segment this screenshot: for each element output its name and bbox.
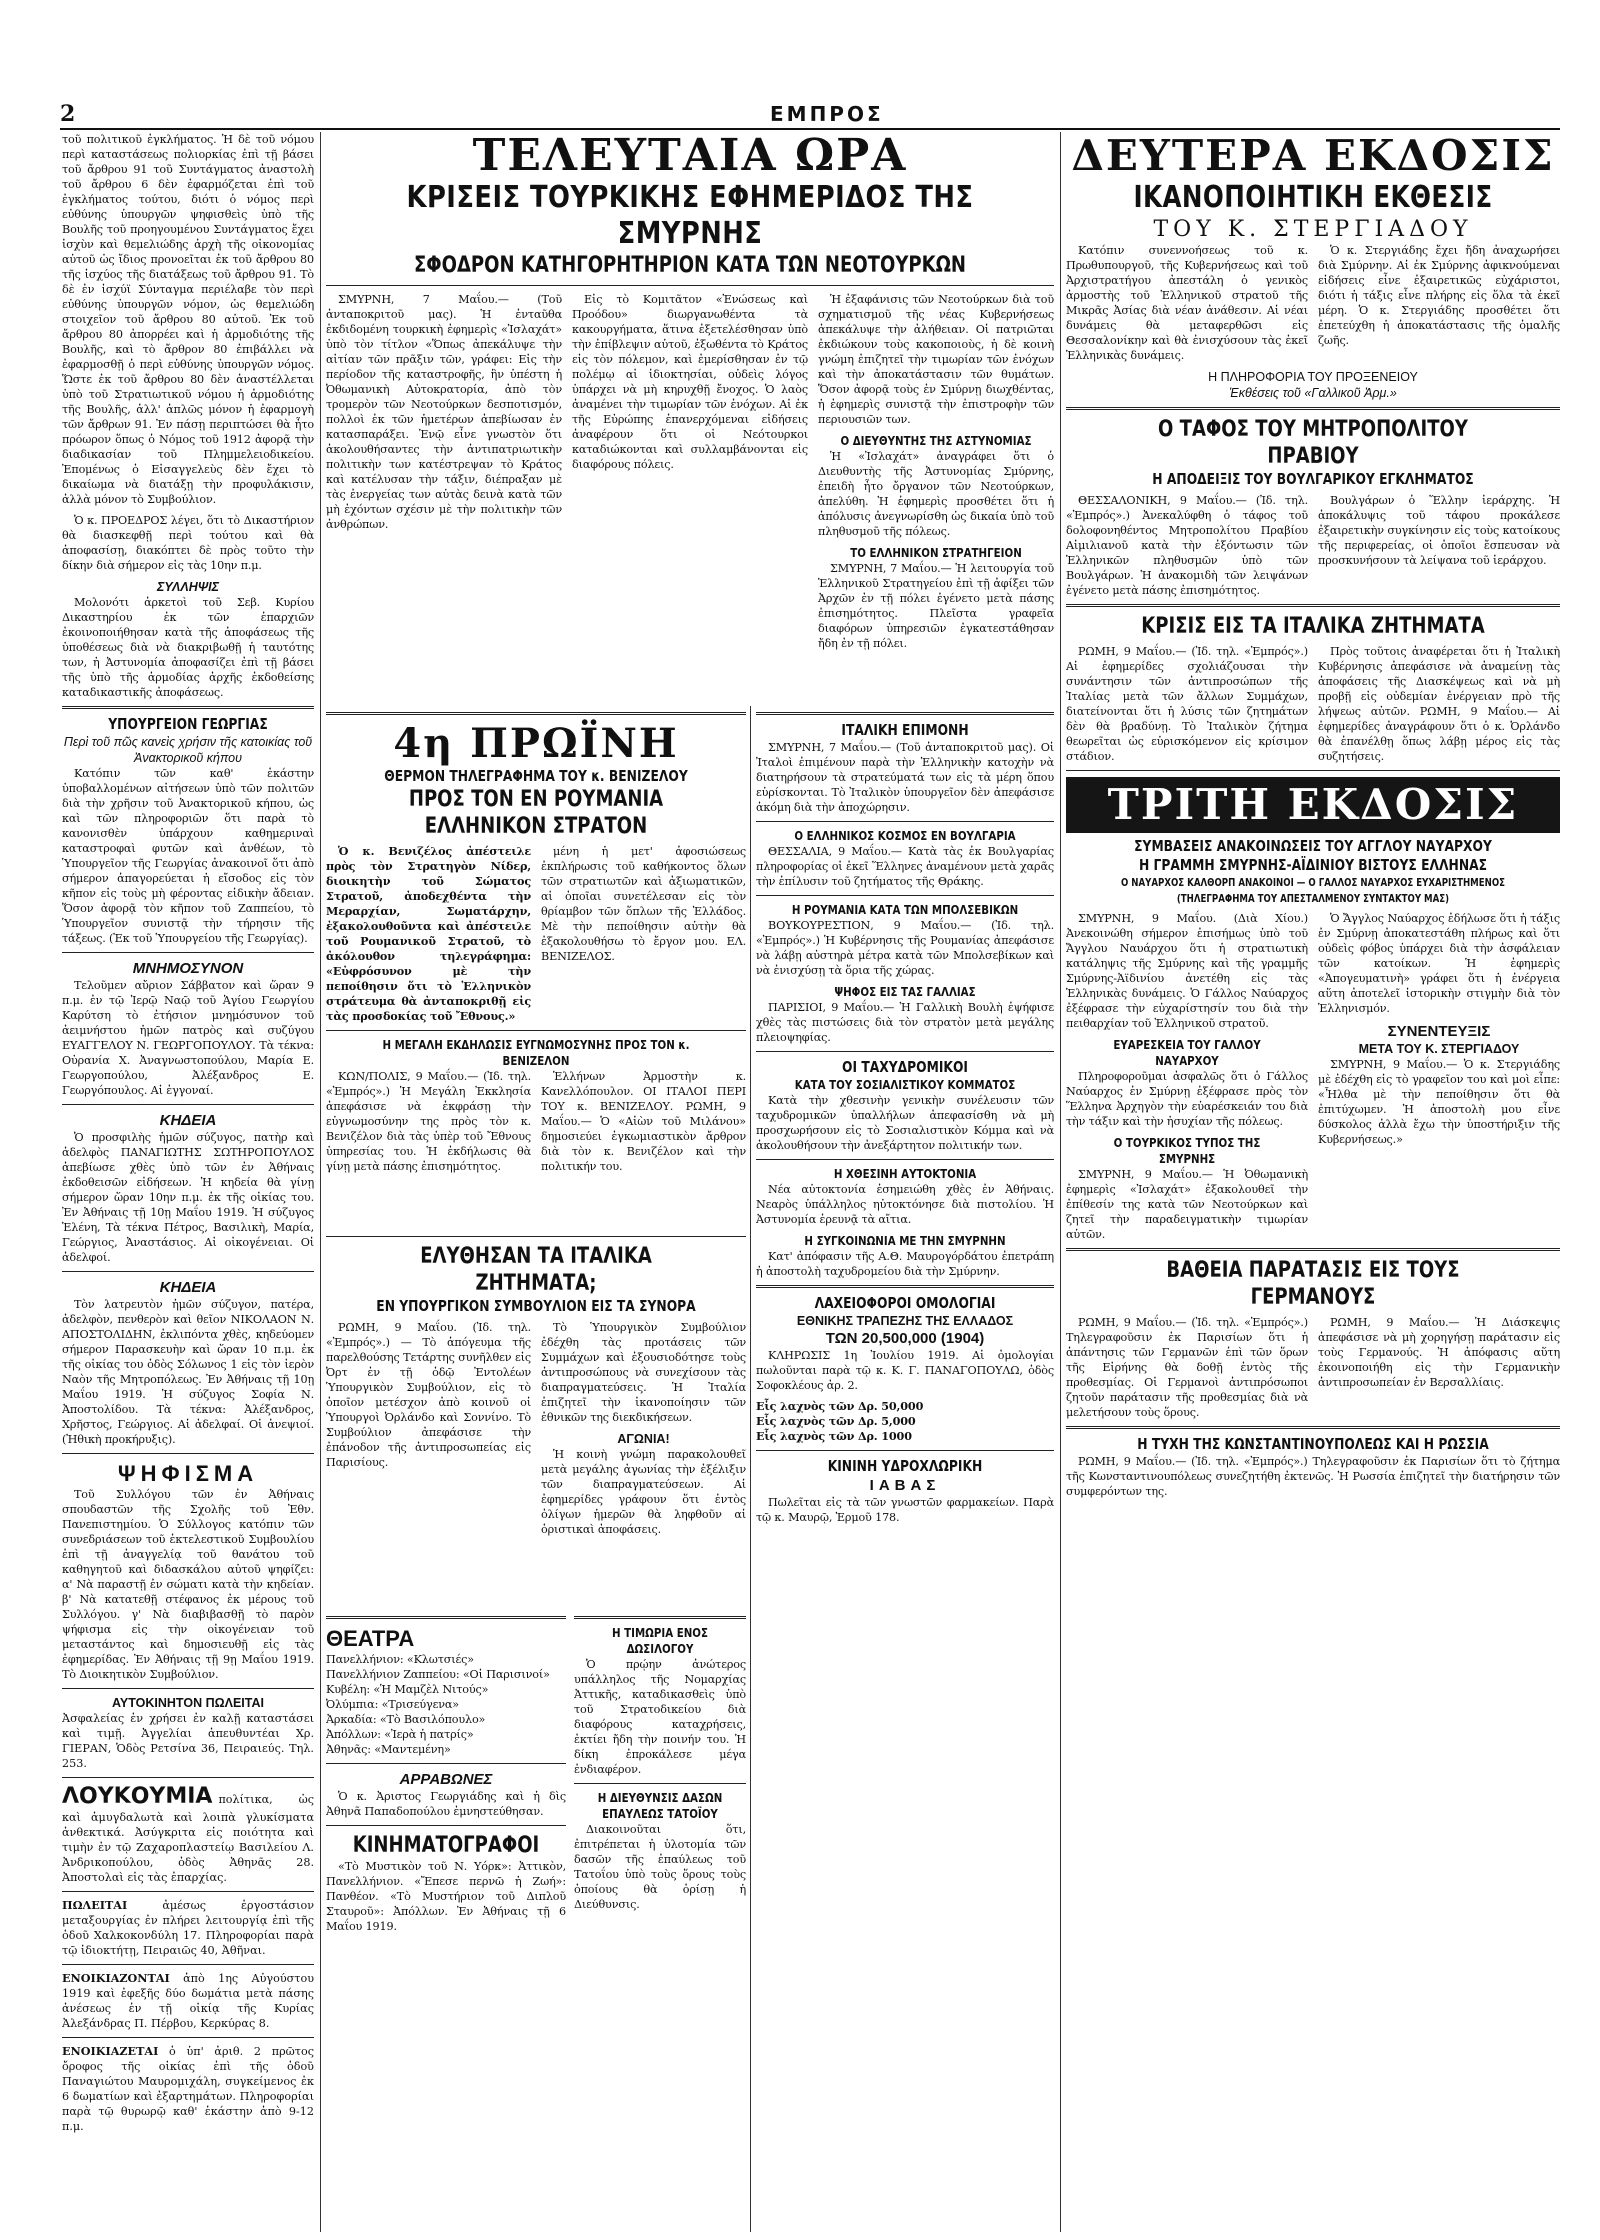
section-heading: Ο ΤΟΥΡΚΙΚΟΣ ΤΥΠΟΣ ΤΗΣ ΣΜΥΡΝΗΣ [1113,1135,1261,1166]
classified-ad [62,2044,314,2134]
article-text: Τὸν λατρευτὸν ἡμῶν σύζυγον, πατέρα, ἀδελφὸν, πενθερὸν καὶ θεῖον ΝΙΚΟΛΑΟΝ Ν. ΑΠΟΣΤΟΛΙΔΗΝ, ἐκλιπόντα χθὲς, κηδεύομεν σήμερον Παρασκευὴν καὶ ὥραν 10 π.μ. ἐκ τῆς οἰκίας του ὁδὸς Σόλωνος 1 εἰς τὸν ἱερὸν Ναὸν τῆς Μητροπόλεως. Ἐν Ἀθήναις τῇ 10ῃ Μαΐου 1919. Ἡ σύζυγος Σοφία Ν. Ἀποστολίδου. Τὰ τέκνα: Ἀλέξανδρος, Χρῆστος, Γεώργιος. Αἱ ἀδελφαί. Οἱ ἀνεψιοί. (Ἠθικὴ προκήρυξις). [62,1298,314,1446]
ad-title: ΕΝΟΙΚΙΑΖΕΤΑΙ [62,2044,159,2058]
divider [62,1891,314,1892]
article-text: Ὁ προσφιλὴς ἡμῶν σύζυγος, πατὴρ καὶ ἀδελφὸς ΠΑΝΑΓΙΩΤΗΣ ΣΩΤΗΡΟΠΟΥΛΟΣ ἀπεβίωσε χθὲς ὑπὸ τῶν ἐν Ἀθήναις ἐκδοθεισῶν εἰδήσεων. Ἡ κηδεία θὰ γίνῃ σήμερον ὥραν 10ην π.μ. ἐκ τῆς οἰκίας του. Ἐν Ἀθήναις τῇ 10ῃ Μαΐου 1919. Ἡ σύζυγος Ἑλένη, Τὰ τέκνα Πέτρος, Βασιλικὴ, Μαρία, Γεώργιος, Ἀναστάσιος. Αἱ οἰκογένειαι. Οἱ ἀδελφοί. [62,1131,314,1264]
section-kicker: 4η ΠΡΩΪΝΗ [393,720,679,767]
article-text: Ὁ κ. Βενιζέλος ἀπέστειλε πρὸς τὸν Στρατηγὸν Νίδερ, διοικητὴν τοῦ Σώματος Στρατοῦ, ἀποδεχθέντα τὴν Μεραρχίαν, Σωματάρχην, ἐξακολουθοῦντα καὶ ἀπέστειλε τοῦ Ρουμανικοῦ Στρατοῦ, τὸ ἀκόλουθον τηλεγράφημα: «Εὐφρόσυνον μὲ τὴν πεποίθησιν ὅτι τὸ Ἑλληνικὸν στράτευμα θὰ ἀνταποκριθῇ εἰς τὰς προσδοκίας τοῦ Ἔθνους.» [326,844,531,1023]
section-heading: ΘΕΑΤΡΑ [326,1626,415,1651]
column-rule [750,706,751,2232]
article-text: Ἡ ἐξαφάνισις τῶν Νεοτούρκων διὰ τοῦ σχηματισμοῦ τῆς νέας Κυβερνήσεως ἀπεκάλυψε τὴν ἀλήθειαν. Οἱ πατριῶται ἐκδιώκουν τοὺς κακοποιοὺς, ἡ δὲ κοινὴ γνώμη ἐπιζητεῖ τὴν τιμωρίαν τῶν ἐνόχων καὶ τὴν ἀποκατάστασιν τῶν θυμάτων. Ὅσον ἀφορᾷ τοὺς ἐν Σμύρνῃ διωχθέντας, ἡ ἐφημερὶς συνιστᾷ τὴν ἐπιστροφὴν τῶν περιουσιῶν των. [818,293,1054,426]
section-subheading: Ο ΝΑΥΑΡΧΟΣ ΚΑΛΘΟΡΠ ΑΝΑΚΟΙΝΟΙ — Ο ΓΑΛΛΟΣ ΝΑΥΑΡΧΟΣ ΕΥΧΑΡΙΣΤΗΜΕΝΟΣ [1120,877,1506,889]
article-text: ΒΟΥΚΟΥΡΕΣΤΙΟΝ, 9 Μαΐου.— (Ἰδ. τηλ. «Ἐμπρός».) Ἡ Κυβέρνησις τῆς Ρουμανίας ἀπεφάσισε νὰ λάβῃ αὐστηρὰ μέτρα κατὰ τῶν Μπολσεβίκων καὶ νὰ ἐνισχύσῃ τὰ ὅρια τῆς χώρας. [756,919,1054,977]
divider [62,1964,314,1965]
section-heading: ΕΛΥΘΗΣΑΝ ΤΑ ΙΤΑΛΙΚΑ ΖΗΤΗΜΑΤΑ; [420,1244,652,1296]
article-text: Νέα αὐτοκτονία ἐσημειώθη χθὲς ἐν Ἀθήναις. Νεαρὸς ὑπάλληλος ηὐτοκτόνησε διὰ πιστολίου. Ἡ Ἀστυνομία ἐρευνᾷ τὰ αἴτια. [756,1183,1054,1226]
article-text: Ὁ κ. Ἀριστος Γεωργιάδης καὶ ἡ δὶς Ἀθηνᾶ Παπαδοπούλου ἐμνηστεύθησαν. [326,1790,566,1818]
theatres-section [326,1610,566,2230]
divider [1066,770,1560,771]
theatre-line: Ἀθηνᾶς: «Μαντεμένη» [326,1743,451,1756]
lead-columns [326,292,1054,651]
theatre-line: Ὀλύμπια: «Τρισεύγενα» [326,1698,459,1711]
divider [756,821,1054,822]
divider [756,895,1054,896]
section-heading: ΜΝΗΜΟΣΥΝΟΝ [132,960,244,977]
ad-text: Ἀσφαλείας ἐν χρήσει ἐν καλῇ καταστάσει καὶ τιμῇ. Ἀγγελίαι ἀπευθυντέαι Χρ. ΓΙΕΡΑΝ, Ὁδὸς Ρετσίνα 36, Πειραιεύς. Τηλ. 253. [62,1712,314,1770]
section-heading: ΟΙ ΤΑΧΥΔΡΟΜΙΚΟΙ [842,1058,968,1076]
classified-ad [62,1784,314,1885]
section-heading: ΚΡΙΣΙΣ ΕΙΣ ΤΑ ΙΤΑΛΙΚΑ ΖΗΤΗΜΑΤΑ [1141,614,1485,639]
masthead [60,100,1560,130]
section-heading: Η ΧΘΕΣΙΝΗ ΑΥΤΟΚΤΟΝΙΑ [833,1166,977,1181]
ad-title: ΛΟΥΚΟΥΜΙΑ [62,1784,213,1809]
article-text: Πληροφοροῦμαι ἀσφαλῶς ὅτι ὁ Γάλλος Ναύαρχος ἐν Σμύρνῃ ἐξέφρασε πρὸς τὸν Ἕλληνα Ἀρχηγὸν τὴν εὐαρέσκειάν του διὰ τὴν τάξιν καὶ τὴν ἡσυχίαν τῆς πόλεως. [1066,1070,1308,1128]
article-text: Τελοῦμεν αὔριον Σάββατον καὶ ὥραν 9 π.μ. ἐν τῷ Ἱερῷ Ναῷ τοῦ Ἁγίου Γεωργίου Καρύτση τὸ ἐτήσιον μνημόσυνον τοῦ ἀειμνήστου ἡμῶν πατρὸς καὶ συζύγου ΕΥΑΓΓΕΛΟΥ Ν. ΓΕΩΡΓΟΠΟΥΛΟΥ. Τὰ τέκνα: Οὐρανία Χ. Ἀναγνωστοπούλου, Μαρία Ε. Γεωργοπούλου, Ἀλέξανδρος Ε. Γεωργόπουλος. Αἱ ἐγγοναί. [62,979,314,1097]
right-column [1066,132,1560,2232]
section-heading: ΑΓΩΝΙΑ! [617,1432,670,1446]
section-heading: ΕΥΑΡΕΣΚΕΙΑ ΤΟΥ ΓΑΛΛΟΥ ΝΑΥΑΡΧΟΥ [1113,1037,1261,1068]
section-heading: ΑΡΡΑΒΩΝΕΣ [399,1771,493,1788]
article-text: Ὁ κ. ΠΡΟΕΔΡΟΣ λέγει, ὅτι τὸ Δικαστήριον θὰ διασκεφθῇ περὶ τούτου καὶ θὰ ἀποφασίσῃ, διακόπτει δὲ πρὸς τοῦτο τὴν δίκην διὰ σήμερον εἰς τὰς 10ην π.μ. [62,514,314,572]
article-text: Κατ' ἀπόφασιν τῆς Α.Θ. Μαυρογόρδάτου ἐπετράπη ἡ ἀποστολὴ ταχυδρομείου διὰ τὴν Σμύρνην. [756,1250,1054,1278]
section-subheading: Η ΓΡΑΜΜΗ ΣΜΥΡΝΗΣ-ΑΪΔΙΝΙΟΥ ΒΙΣΤΟΥΣ ΕΛΛΗΝΑΣ [1138,856,1488,874]
left-column [62,132,314,2232]
lead-headline: ΚΡΙΣΕΙΣ ΤΟΥΡΚΙΚΗΣ ΕΦΗΜΕΡΙΔΟΣ ΤΗΣ ΣΜΥΡΝΗΣ [406,180,974,251]
divider [756,1159,1054,1160]
prize-line: Εἷς λαχνὸς τῶν Δρ. 50,000 [756,1399,924,1413]
section-subheading: ΚΑΤΑ ΤΟΥ ΣΟΣΙΑΛΙΣΤΙΚΟΥ ΚΟΜΜΑΤΟΣ [794,1077,1016,1092]
ad-title: ΠΩΛΕΙΤΑΙ [62,1898,128,1912]
section-heading: Ο ΔΙΕΥΘΥΝΤΗΣ ΤΗΣ ΑΣΤΥΝΟΜΙΑΣ [840,433,1032,448]
article-text: Κατόπιν τῶν καθ' ἑκάστην ὑποβαλλομένων αἰτήσεων ὑπὸ τῶν πολιτῶν διὰ τὴν χρῆσιν τοῦ Ἀνακτορικοῦ κήπου, ὡς καὶ τῶν πληροφοριῶν ὅτι παρὰ τὸ κανονισθὲν ὑπάρχουν καθημεριναὶ καταστροφαὶ φυτῶν καὶ ἀνθέων, τὸ Ὑπουργεῖον τῆς Γεωργίας ἀνακοινοῖ ὅτι ἀπὸ σήμερον ἀπαγορεύεται ἡ εἴσοδος εἰς τὸν κῆπον εἰς τοὺς μὴ φέροντας εἰδικὴν ἄδειαν. Ὅσον ἀφορᾷ τὸν κῆπον τοῦ Ζαππείου, τὸ Ὑπουργεῖον συνιστᾷ τὴν τήρησιν τῆς τάξεως. (Ἐκ τοῦ Ὑπουργείου τῆς Γεωργίας). [62,767,314,945]
article-text: ΣΜΥΡΝΗ, 7 Μαΐου.— Ἡ λειτουργία τοῦ Ἑλληνικοῦ Στρατηγείου ἐπὶ τῇ ἀφίξει τῶν Ἀρχῶν ἐν τῇ πόλει ἐγένετο μετὰ πάσης ἐπισημότητος. Πλεῖστα γραφεῖα διαφόρων ὑπηρεσιῶν ἐγκατεστάθησαν ἤδη ἐν τῇ πόλει. [818,562,1054,650]
ad-text: ὁ ὑπ' ἀριθ. 2 πρῶτος ὄροφος τῆς οἰκίας ἐπὶ τῆς ὁδοῦ Παναγιώτου Μαυρομιχάλη, συγκείμενος ἐκ 6 δωματίων καὶ ἐξαρτημάτων. Πληροφορίαι παρὰ τῷ θυρωρῷ καθ' ἑκάστην ἀπὸ 9-12 π.μ. [62,2045,314,2133]
article-text: Πρὸς τοῦτοις ἀναφέρεται ὅτι ἡ Ἰταλικὴ Κυβέρνησις ἀπεφάσισε νὰ ἀναμείνῃ τὰς ἀποφάσεις τῆς Διασκέψεως καὶ νὰ μὴ προβῇ εἰς οὐδεμίαν ἐνέργειαν πρὸ τῆς λήψεως αὐτῶν. ΡΩΜΗ, 9 Μαΐου.— Αἱ ἐφημερίδες ἀναγράφουν ὅτι ὁ κ. Ὀρλάνδο θὰ ἐπανέλθῃ ὅπως λάβῃ μέρος εἰς τὰς συζητήσεις. [1318,645,1560,763]
section-heading: ΤΟ ΕΛΛΗΝΙΚΟΝ ΣΤΡΑΤΗΓΕΙΟΝ [850,545,1022,560]
divider [326,712,746,715]
divider [62,952,314,953]
article-text: ΣΜΥΡΝΗ, 7 Μαΐου.— (Τοῦ ἀνταποκριτοῦ μας). Ἡ ἐνταῦθα ἐκδιδομένη τουρκικὴ ἐφημερὶς «Ἰσλαχάτ» ὑπὸ τὸν τίτλον «Ὅπως ἀπεκάλυψε τὴν αἰτίαν τῶν πρᾶξιν τῶν, γράφει: Εἰς τὴν περίοδον τῆς καταστροφῆς, ἣν ὑπέστη ἡ Ὀθωμανικὴ Αὐτοκρατορία, ἀπὸ τὸν τρομερὸν τῶν Νεοτούρκων δεσποτισμόν, πολλοὶ ἐκ τῶν ἡμετέρων ἀπεβίωσαν ἐν κατασπαράξει. Ἐνῷ εἶνε γνωστὸν ὅτι ἀκολουθήσαντες τὴν ἀντιπατριωτικὴν πολιτικὴν των κατέστρεψαν τὸ Κράτος καὶ κατέλυσαν τὴν τάξιν, διέπραξαν μὲ τὰς ἐνεργείας των αὐτὰς δεινὰ κατὰ τῶν μὴ ἐχόντων σχέσιν μὲ τὴν πολιτικὴν τῶν ἀνθρώπων. [326,293,562,531]
divider [756,1450,1054,1451]
divider [62,1777,314,1778]
section-heading: ΚΗΔΕΙΑ [159,1112,217,1129]
article-text: ΣΜΥΡΝΗ, 7 Μαΐου.— (Τοῦ ἀνταποκριτοῦ μας). Οἱ Ἰταλοὶ ἐπιμένουν παρὰ τὴν Ἑλληνικὴν κατοχὴν νὰ διατηρήσουν τὰ στρατεύματά των εἰς τὰ μέρη ὅπου εὑρίσκονται. Τὸ Ἰταλικὸν ὑπουργεῖον δὲν ἀπεφάσισε ἀκόμη διὰ τὴν ἀποχώρησιν. [756,741,1054,814]
section-subheading: ΜΕΤΑ ΤΟΥ Κ. ΣΤΕΡΓΙΑΔΟΥ [1358,1042,1520,1056]
article-text: ΣΜΥΡΝΗ, 9 Μαΐου. (Διὰ Χίου.) Ἀνεκοινώθη σήμερον ἐπισήμως ὑπὸ τοῦ Ἄγγλου Ναυάρχου ὅτι ἡ στρατιωτικὴ κατάληψις τῆς Σμύρνης καὶ τῆς γραμμῆς Σμύρνης-Ἀϊδινίου ἀνετέθη εἰς τὰς Ἑλληνικὰς δυνάμεις. Ὁ Γάλλος Ναύαρχος ἐξέφρασε τὴν εὐχαρίστησίν του διὰ τὴν πειθαρχίαν τοῦ Ἑλληνικοῦ στρατοῦ. [1066,912,1308,1030]
article-text: ΘΕΣΣΑΛΟΝΙΚΗ, 9 Μαΐου.— (Ἰδ. τηλ. «Ἐμπρός».) Ἀνεκαλύφθη ὁ τάφος τοῦ δολοφονηθέντος Μητροπολίτου Πραβίου Αἰμιλιανοῦ κατὰ τὴν ἐξόντωσιν τῶν Ἑλληνικῶν πληθυσμῶν ὑπὸ τῶν Βουλγάρων. Ἡ ἀνακομιδὴ τῶν λειψάνων ἐγένετο μετὰ πάσης ἐπισημότητος. [1066,494,1308,597]
section-heading: ΣΥΜΒΑΣΕΙΣ ΑΝΑΚΟΙΝΩΣΕΙΣ ΤΟΥ ΑΓΓΛΟΥ ΝΑΥΑΡΧΟΥ [1134,837,1492,855]
prize-line: Εἷς λαχνὸς τῶν Δρ. 1000 [756,1429,912,1443]
section-heading: ΥΠΟΥΡΓΕΙΟΝ ΓΕΩΡΓΙΑΣ [108,715,268,733]
divider [1066,1426,1560,1429]
theatre-line: Ἀρκαδία: «Τὸ Βασιλόπουλο» [326,1713,486,1726]
section-heading: ΣΥΛΛΗΨΙΣ [157,580,219,594]
section-heading: ΨΗΦΙΣΜΑ [117,1461,259,1486]
divider [1066,604,1560,607]
section-heading: ΚΗΔΕΙΑ [159,1279,217,1296]
divider [62,1271,314,1272]
divider [62,706,314,709]
article-text: ΡΩΜΗ, 9 Μαΐου.— Ἡ Διάσκεψις ἀπεφάσισε νὰ μὴ χορηγήσῃ παράτασιν εἰς τοὺς Γερμανούς. Ἡ ἀπόφασις αὕτη ἐκοινοποιήθη εἰς τὴν Γερμανικὴν ἀντιπροσωπείαν ἐν Βερσαλλίαις. [1318,1316,1560,1389]
section-heading: Ο ΕΛΛΗΝΙΚΟΣ ΚΟΣΜΟΣ ΕΝ ΒΟΥΛΓΑΡΙΑ [794,828,1016,843]
ad-heading: ΛΑΧΕΙΟΦΟΡΟΙ ΟΜΟΛΟΓΙΑΙ [814,1294,996,1312]
divider [62,1453,314,1454]
divider [756,1285,1054,1288]
right-middle-column [756,706,1054,2232]
article-text: ΣΜΥΡΝΗ, 9 Μαΐου.— Ὁ κ. Στεργιάδης μὲ ἐδέχθη εἰς τὸ γραφεῖον του καὶ μοὶ εἶπε: «Ἦλθα μὲ τὴν πεποίθησιν ὅτι θὰ ἐπιτύχωμεν. Ἡ ἀποστολὴ μου εἶνε δύσκολος ἀλλὰ ἔχω τὴν ὑποστήριξιν τῆς Κυβερνήσεως.» [1318,1058,1560,1146]
section-heading: ΒΑΘΕΙΑ ΠΑΡΑΤΑΣΙΣ ΕΙΣ ΤΟΥΣ ΓΕΡΜΑΝΟΥΣ [1166,1258,1460,1310]
section-heading: Η ΤΥΧΗ ΤΗΣ ΚΩΝΣΤΑΝΤΙΝΟΥΠΟΛΕΩΣ ΚΑΙ Η ΡΩΣΣΙΑ [1137,1435,1489,1453]
article-text: ΡΩΜΗ, 9 Μαΐου.— (Ἰδ. τηλ. «Ἐμπρός».) Τηλεγραφοῦσιν ἐκ Παρισίων ὅτι τὸ ζήτημα τῆς Κωνσταντινουπόλεως συνεζητήθη ἐκτενῶς. Ἡ Ρωσσία ἐπιζητεῖ τὴν διατήρησιν τῶν συμφερόντων της. [1066,1455,1560,1498]
ad-text: ἀμέσως ἐργοστάσιον μεταξουργίας ἐν πλήρει λειτουργίᾳ ἐπὶ τῆς ὁδοῦ Χαλκοκονδύλη 17. Πληροφορίαι παρὰ τῷ ἰδιοκτήτῃ, Πειραιῶς 40, Ἀθῆναι. [62,1899,314,1957]
section-heading: Η ΡΟΥΜΑΝΙΑ ΚΑΤΑ ΤΩΝ ΜΠΟΛΣΕΒΙΚΩΝ [791,902,1019,917]
article-text: τοῦ πολιτικοῦ ἐγκλήματος. Ἡ δὲ τοῦ νόμου περὶ καταστάσεως πολιορκίας ἐπὶ τῇ βάσει τοῦ ἄρθρου 91 τοῦ Συντάγματος ἀναστολὴ τοῦ ἄρθρου 6 δὲν ἐφαρμόζεται ἐπὶ τοῦ ἐγκλήματος τούτου, διότι ὁ νόμος περὶ εὐθύνης ὑπουργῶν ψηφισθεὶς ὑπὸ τῆς Βουλῆς τοῦ προηγουμένου Συντάγματος ἔχει ἰσχὺν καὶ θεμελιώδης ἀρχὴ τῆς οἰκονομίας αὐτοῦ ὡς ἴδιος προνοεῖται ἐκ τοῦ ἄρθρου 80 τῆς ἰσχύος τῆς διατάξεως τοῦ ἄρθρου 91. Τὸ δὲ ἐν ἰσχύϊ Σύνταγμα περιέλαβε τὸν περὶ εὐθύνης ὑπουργῶν νόμον, ὡς θεμελιώδη στοιχεῖον τοῦ ἄρθρου 80 αὐτοῦ. Ἐκ τοῦ ἄρθρου 80 ἀπορρέει καὶ ἡ ἀρμοδιότης τῆς Βουλῆς, καὶ τὸ ἄρθρον 80 ἐπιβάλλει νὰ ἐφαρμοσθῇ ὁ περὶ εὐθύνης ὑπουργῶν νόμος. Ὥστε ἐκ τοῦ ἄρθρου 80 δὲν ἀναστέλλεται ὑπὸ τοῦ Στρατιωτικοῦ νόμου ἡ ἀρμοδιότης τῆς Βουλῆς, ἀλλ' ἁπλῶς μόνον ἡ ἐφαρμογὴ τῶν ἄρθρων 91. Ἐν πάσῃ περιπτώσει θὰ ἦτο πρόωρον ὅπως ὁ Νόμος τοῦ 1912 ἀφορᾷ τὴν διαδικασίαν τοῦ Πλημμελειοδικείου. Ἐπομένως ὁ Εἰσαγγελεὺς δὲν ἔχει τὸ δικαίωμα νὰ διατάξῃ τὴν προφυλάκισιν, ἀλλὰ μόνον τὸ Συμβούλιον. [62,133,314,506]
section-heading: ΣΥΝΕΝΤΕΥΞΙΣ [1387,1023,1491,1040]
article-text: Τὸ Ὑπουργικὸν Συμβούλιον ἐδέχθη τὰς προτάσεις τῶν Συμμάχων καὶ ἐξουσιοδότησε τοὺς ἀντιπροσώπους νὰ συνεχίσουν τὰς διαπραγματεύσεις. Ἡ Ἰταλία ἐπιζητεῖ τὴν ἱκανοποίησιν τῶν ἐθνικῶν της διεκδικήσεων. [541,1321,746,1424]
section-heading: ΨΗΦΟΣ ΕΙΣ ΤΑΣ ΓΑΛΛΙΑΣ [834,984,976,999]
column-rule [1060,132,1061,2232]
article-text: Ἡ «Ἰσλαχάτ» ἀναγράφει ὅτι ὁ Διευθυντὴς τῆς Ἀστυνομίας Σμύρνης, ἐπειδὴ ἦτο ὄργανον τῶν Νεοτούρκων, ἀπελύθη. Ἡ ἐφημερὶς προσθέτει ὅτι ἡ ἀπόλυσις ἀνεγνωρίσθη ὡς δικαία ὑπὸ τοῦ πληθυσμοῦ τῆς πόλεως. [818,450,1054,538]
section-subheading: ΤΟΥ Κ. ΣΤΕΡΓΙΑΔΟΥ [1153,217,1473,242]
prize-line: Εἷς λαχνὸς τῶν Δρ. 5,000 [756,1414,916,1428]
divider [62,1688,314,1689]
article-text: ΠΑΡΙΣΙΟΙ, 9 Μαΐου.— Ἡ Γαλλικὴ Βουλὴ ἐψήφισε χθὲς τὰς πιστώσεις διὰ τὸν στρατὸν μετὰ μεγάλης πλειοψηφίας. [756,1001,1054,1044]
protini-section [326,706,746,1226]
divider [574,1616,746,1619]
divider [326,1616,566,1619]
page-number: 2 [60,101,76,127]
article-text: ΡΩΜΗ, 9 Μαΐου.— (Ἰδ. τηλ. «Ἐμπρός».) Τηλεγραφοῦσιν ἐκ Παρισίων ὅτι ἡ ἀπάντησις τῶν Γερμανῶν ἐπὶ τῶν ὅρων τῆς Εἰρήνης θὰ δοθῇ ἐντὸς τῆς προθεσμίας. Οἱ Γερμανοὶ ἀντιπρόσωποι ζητοῦν παράτασιν τῆς προθεσμίας διὰ νὰ μελετήσουν τοὺς ὅρους. [1066,1316,1308,1419]
ad-text: πολίτικα, ὡς καὶ ἀμυγδαλωτὰ καὶ λοιπὰ γλυκίσματα ἀνθεκτικά. Ἀσύγκριτα εἰς ποιότητα καὶ τιμὴν ἐν τῷ Ζαχαροπλαστείῳ Βασιλείου Λ. Ἀνδρικοπούλου, ὁδὸς Ἀθηνᾶς 28. Ἀποστολαὶ εἰς τὰς ἐπαρχίας. [62,1793,314,1884]
ad-subheading: ΕΘΝΙΚΗΣ ΤΡΑΠΕΖΗΣ ΤΗΣ ΕΛΛΑΔΟΣ [796,1314,1014,1328]
ad-heading: ΚΙΝΙΝΗ ΥΔΡΟΧΛΩΡΙΚΗ [827,1457,983,1475]
divider [326,1236,746,1237]
section-heading: Ο ΤΑΦΟΣ ΤΟΥ ΜΗΤΡΟΠΟΛΙΤΟΥ ΠΡΑΒΙΟΥ [1158,417,1468,469]
section-heading: Η ΜΕΓΑΛΗ ΕΚΔΗΛΩΣΙΣ ΕΥΓΝΩΜΟΣΥΝΗΣ ΠΡΟΣ ΤΟΝ κ. ΒΕΝΙΖΕΛΟΝ [382,1037,690,1068]
article-text: Κατόπιν συνεννοήσεως τοῦ κ. Πρωθυπουργοῦ, τῆς Κυβερνήσεως καὶ τοῦ Ἀρχιστρατήγου ἀπεστάλη ὁ γενικὸς ἀρμοστὴς τοῦ Ἑλληνικοῦ στρατοῦ τῆς Μικρᾶς Ἀσίας διὰ νέαν ἀνάθεσιν. Αἱ νέαι δυνάμεις θὰ μεταφερθῶσι εἰς Θεσσαλονίκην καὶ θὰ ἐνισχύσουν τὰς ἐκεῖ Ἑλληνικὰς δυνάμεις. [1066,244,1308,362]
article-text: ΘΕΣΣΑΛΙΑ, 9 Μαΐου.— Κατὰ τὰς ἐκ Βουλγαρίας πληροφορίας οἱ ἐκεῖ Ἕλληνες ἀναμένουν μετὰ χαρᾶς τὴν ἐπίλυσιν τοῦ ζητήματος τῆς Θράκης. [756,845,1054,888]
theatre-listing [326,1652,566,1757]
article-text: Τοῦ Συλλόγου τῶν ἐν Ἀθήναις σπουδαστῶν τῆς Σχολῆς τοῦ Ἐθν. Πανεπιστημίου. Ὁ Σύλλογος κατόπιν τῶν συνεδριάσεων τοῦ ἐκτελεστικοῦ Συμβουλίου ἐπὶ τῇ ἀναγγελίᾳ τοῦ θανάτου τοῦ καθηγητοῦ καὶ διδασκάλου αὐτοῦ ψηφίζει: α' Νὰ παραστῇ ἐν σώματι κατὰ τὴν κηδείαν. β' Νὰ κατατεθῇ στέφανος ἐκ μέρους τοῦ Συλλόγου. γ' Νὰ διαβιβασθῇ τὸ παρὸν ψήφισμα εἰς τὴν οἰκογένειαν τοῦ μεταστάντος καὶ δημοσιευθῇ εἰς τὰς ἐφημερίδας. Ἐν Ἀθήναις τῇ 9ῃ Μαΐου 1919. Τὸ Διοικητικὸν Συμβούλιον. [62,1488,314,1681]
divider [62,2037,314,2038]
notice-heading: Η ΠΛΗΡΟΦΟΡΙΑ ΤΟΥ ΠΡΟΞΕΝΕΙΟΥ [1208,370,1418,384]
article-text: Μολονότι ἀρκετοὶ τοῦ Σεβ. Κυρίου Δικαστηρίου ἐκ τῶν ἐπαρχιῶν ἐκοινοποιήθησαν κατὰ τῆς ἀποφάσεως τῆς ὑποθέσεως διὰ νὰ διακριβωθῇ ἡ ταυτότης των, ἡ Ἀστυνομία ἀποφασίζει ἐπὶ τῇ βάσει τῆς ὑπὸ τῆς ἀρμοδίας ἀρχῆς ἐκδοθείσης καταδικαστικῆς ἀποφάσεως. [62,596,314,699]
section-heading: ΙΚΑΝΟΠΟΙΗΤΙΚΗ ΕΚΘΕΣΙΣ [1133,180,1493,215]
section-subheading: ΠΡΟΣ ΤΟΝ ΕΝ ΡΟΥΜΑΝΙΑ ΕΛΛΗΝΙΚΟΝ ΣΤΡΑΤΟΝ [408,787,664,839]
article-text: Βουλγάρων ὁ Ἕλλην ἱεράρχης. Ἡ ἀποκάλυψις τοῦ τάφου προκάλεσε ἐξαιρετικὴν συγκίνησιν εἰς τοὺς κατοίκους τῆς περιφερείας, οἱ ὁποῖοι ἔσπευσαν νὰ προσκυνήσουν τὰ λείψανα τοῦ ἱεράρχου. [1318,494,1560,567]
timoria-section [574,1610,746,2230]
lead-kicker: ΤΕΛΕΥΤΑΙΑ ΩΡΑ [472,132,908,181]
section-heading: ΙΤΑΛΙΚΗ ΕΠΙΜΟΝΗ [841,721,969,739]
divider [326,285,1054,286]
classified-ad [62,1971,314,2031]
divider [574,1783,746,1784]
divider [756,712,1054,715]
article-text: Ὁ κ. Στεργιάδης ἔχει ἤδη ἀναχωρήσει διὰ Σμύρνην. Αἱ ἐκ Σμύρνης ἀφικνούμεναι εἰδήσεις εἶνε ἐξαιρετικῶς εὐχάριστοι, διότι ἡ τάξις εἶνε πλήρης εἰς ὅλα τὰ ἐκεῖ μέρη. Ὁ κ. Στεργιάδης προσθέτει ὅτι ἐπετεύχθη ἡ ἀποκατάστασις τῆς ὁμαλῆς ζωῆς. [1318,244,1560,347]
section-heading: ΘΕΡΜΟΝ ΤΗΛΕΓΡΑΦΗΜΑ ΤΟΥ κ. ΒΕΝΙΖΕΛΟΥ [384,767,688,785]
ad-title: ΕΝΟΙΚΙΑΖΟΝΤΑΙ [62,1971,170,1985]
ad-text: ΚΛΗΡΩΣΙΣ 1η Ἰουλίου 1919. Αἱ ὁμολογίαι πωλοῦνται παρὰ τῷ κ. Κ. Γ. ΠΑΝΑΓΟΠΟΥΛΩ, ὁδὸς Σοφοκλέους ἀρ. 2. [756,1349,1054,1392]
section-subheading: ΕΝ ΥΠΟΥΡΓΙΚΟΝ ΣΥΜΒΟΥΛΙΟΝ ΕΙΣ ΤΑ ΣΥΝΟΡΑ [376,1297,696,1315]
article-text: Διακοινοῦται ὅτι, ἐπιτρέπεται ἡ ὑλοτομία τῶν δασῶν τῆς ἐπαύλεως τοῦ Τατοΐου ὑπὸ τοὺς ὅρους τοὺς ὁποίους θὰ ὁρίσῃ ἡ Διεύθυνσις. [574,1823,746,1911]
divider [1066,407,1560,410]
article-text: ΡΩΜΗ, 9 Μαΐου. (Ἰδ. τηλ. «Ἐμπρός».) — Τὸ ἀπόγευμα τῆς παρελθούσης Τετάρτης συνῆλθεν εἰς Ὀρτ ἐν τῇ ὁδῷ Ἐντολέων Ὑπουργικὸν Συμβούλιον, εἰς τὸ ὁποῖον μετέσχον ἀπὸ κοινοῦ οἱ Ὑπουργοὶ Ὀρλάνδο καὶ Σοννίνο. Τὸ Συμβούλιον ἀπεφάσισε τὴν ἐπάνοδον τῆς ἀντιπροσωπείας εἰς Παρισίους. [326,1321,531,1469]
divider [326,1763,566,1764]
lead-story [326,132,1054,712]
article-text: Εἰς τὸ Κομιτᾶτον «Ἑνώσεως καὶ Προόδου» διωργανωθέντα τὰ κακουργήματα, ἅτινα ἐξετελέσθησαν ὑπὸ τὴν ἐπίβλεψιν αὐτοῦ, ἐξωθέντα τὸ Κράτος εἰς τὸν πόλεμον, καὶ ἐμερίσθησαν ἐν τῷ πολέμῳ αἱ ἰδιοκτησίαι, οὐδεὶς λόγος ὑπάρχει νὰ μὴ κηρυχθῇ ἔνοχος. Ὁ λαὸς ἀναμένει τὴν τιμωρίαν τῶν ἐνόχων. Αἱ ἐκ τῆς Εὐρώπης ἐπανερχόμεναι εἰδήσεις ἀναφέρουν ὅτι οἱ Νεότουρκοι καταδιώκονται καὶ συλλαμβάνονται εἰς διαφόρους πόλεις. [572,293,808,471]
article-text: Ἑλλήνων Ἀρμοστὴν κ. Κανελλόπουλον. ΟΙ ΙΤΑΛΟΙ ΠΕΡΙ ΤΟΥ κ. ΒΕΝΙΖΕΛΟΥ. ΡΩΜΗ, 9 Μαΐου.— Ὁ «Αἰὼν τοῦ Μιλάνου» δημοσιεύει ἐγκωμιαστικὸν ἄρθρον διὰ τὸν κ. Βενιζέλον καὶ τὴν πολιτικήν του. [541,1070,746,1173]
section-subheading: Περὶ τοῦ πῶς κανεὶς χρήσιν τῆς κατοικίας τοῦ Ἀνακτορικοῦ κήπου [63,735,313,765]
notice-subheading: Ἐκθέσεις τοῦ «Γαλλικοῦ Ἀρμ.» [1229,386,1397,400]
section-subheading: (ΤΗΛΕΓΡΑΦΗΜΑ ΤΟΥ ΑΠΕΣΤΑΛΜΕΝΟΥ ΣΥΝΤΑΚΤΟΥ ΜΑΣ) [1176,893,1450,905]
ad-text: ἀπὸ 1ης Αὐγούστου 1919 καὶ ἐφεξῆς δύο δωμάτια μετὰ πάσης ἀνέσεως ἐν τῇ οἰκίᾳ τῆς Κυρίας Ἀλεξάνδρας Π. Πέρβου, Κερκύρας 8. [62,1972,314,2030]
ad-heading: ΑΥΤΟΚΙΝΗΤΟΝ ΠΩΛΕΙΤΑΙ [112,1696,264,1710]
article-text: μένη ἡ μετ' ἀφοσιώσεως ἐκπλήρωσις τοῦ καθήκοντος ὅλων τῶν στρατιωτῶν καὶ ἀξιωματικῶν, αἱ ὁποῖαι συνετέλεσαν εἰς τὸν θρίαμβον τῶν ὅπλων τῆς Ἑλλάδος. Μὲ τὴν πεποίθησιν αὐτὴν θὰ ἐξακολουθήσω τὸ ἔργον μου. ΕΛ. ΒΕΝΙΖΕΛΟΣ. [541,845,746,963]
article-text: Ἡ κοινὴ γνώμη παρακολουθεῖ μετὰ μεγάλης ἀγωνίας τὴν ἐξέλιξιν τῶν διαπραγματεύσεων. Αἱ ἐφημερίδες γράφουν ὅτι ἐντὸς ὀλίγων ἡμερῶν θὰ ληφθοῦν αἱ ὁριστικαὶ ἀποφάσεις. [541,1448,746,1536]
divider [326,1825,566,1826]
article-text: «Τὸ Μυστικὸν τοῦ Ν. Υόρκ»: Ἀττικὸν, Πανελλήνιον. «Ἔπεσε περνῶ ἡ Ζωή»: Πανθέον. «Τὸ Μυστήριον τοῦ Διπλοῦ Σταυροῦ»: Ἀπόλλων. Ἐν Ἀθήναις τῇ 6 Μαΐου 1919. [326,1860,566,1933]
section-kicker: ΤΡΙΤΗ ΕΚΔΟΣΙΣ [1066,777,1560,833]
classified-ad [62,1898,314,1958]
section-heading: ΚΙΝΗΜΑΤΟΓΡΑΦΟΙ [352,1833,540,1858]
column-rule [320,132,321,2232]
section-heading: Η ΣΥΓΚΟΙΝΩΝΙΑ ΜΕ ΤΗΝ ΣΜΥΡΝΗΝ [804,1233,1006,1248]
divider [756,1051,1054,1052]
section-heading: Η ΔΙΕΥΘΥΝΣΙΣ ΔΑΣΩΝ ΕΠΑΥΛΕΩΣ ΤΑΤΟΪΟΥ [597,1790,723,1821]
article-text: Ὁ Ἄγγλος Ναύαρχος ἐδήλωσε ὅτι ἡ τάξις ἐν Σμύρνῃ ἀποκατεστάθη πλήρως καὶ ὅτι οὐδεὶς φόβος ὑπάρχει διὰ τὴν ἀσφάλειαν τῶν κατοίκων. Ἡ ἐφημερὶς «Ἀπογευματινὴ» γράφει ὅτι ἡ ἐνέργεια αὕτη ἀποτελεῖ ἱστορικὴν στιγμὴν διὰ τὸν Ἑλληνισμόν. [1318,912,1560,1015]
elythisan-section [326,1230,746,1610]
lead-subhead: ΣΦΟΔΡΟΝ ΚΑΤΗΓΟΡΗΤΗΡΙΟΝ ΚΑΤΑ ΤΩΝ ΝΕΟΤΟΥΡΚΩΝ [413,253,967,278]
theatre-line: Πανελλήνιον Ζαππείου: «Οἱ Παρισινοί» [326,1668,550,1681]
theatre-line: Ἀπόλλων: «Ἰερὰ ἡ πατρίς» [326,1728,474,1741]
section-heading: Η ΤΙΜΩΡΙΑ ΕΝΟΣ ΔΩΣΙΛΟΓΟΥ [612,1625,708,1656]
paper-name: ΕΜΠΡΟΣ [770,102,884,126]
article-text: ΣΜΥΡΝΗ, 9 Μαΐου.— Ἡ Ὀθωμανικὴ ἐφημερὶς «Ἰσλαχάτ» ἐξακολουθεῖ τὴν ἐπίθεσίν της κατὰ τῶν Νεοτούρκων καὶ ζητεῖ τὴν παραδειγματικὴν τιμωρίαν αὐτῶν. [1066,1168,1308,1241]
divider [1066,1248,1560,1251]
ad-subheading: ΙΑΒΑΣ [869,1477,941,1494]
ad-amount: ΤΩΝ 20,500,000 (1904) [825,1330,985,1347]
theatre-line: Πανελλήνιον: «Κλωτσιές» [326,1653,474,1666]
article-text: ΚΩΝ/ΠΟΛΙΣ, 9 Μαΐου.— (Ἰδ. τηλ. «Ἐμπρός».) Ἡ Μεγάλη Ἐκκλησία ἀπεφάσισε νὰ ἐκφράσῃ τὴν εὐγνωμοσύνην της πρὸς τὸν κ. Βενιζέλον διὰ τὰς ὑπὲρ τοῦ Ἔθνους ὑπηρεσίας του. Ἡ ἐκδήλωσις θὰ γίνῃ μετὰ πάσης ἐπισημότητος. [326,1070,531,1173]
section-kicker: ΔΕΥΤΕΡΑ ΕΚΔΟΣΙΣ [1071,132,1555,180]
divider [326,1030,746,1031]
article-text: Κατὰ τὴν χθεσινὴν γενικὴν συνέλευσιν τῶν ταχυδρομικῶν ὑπαλλήλων ἀπεφασίσθη νὰ μὴ προσχωρήσουν εἰς τὸ Σοσιαλιστικὸν Κόμμα καὶ νὰ ἀκολουθήσουν τὴν ἀνεξάρτητον πολιτικήν των. [756,1094,1054,1152]
theatre-line: Κυβέλη: «Ἡ Μαμζὲλ Νιτούς» [326,1683,489,1696]
article-text: ΡΩΜΗ, 9 Μαΐου.— (Ἰδ. τηλ. «Ἐμπρός».) Αἱ ἐφημερίδες σχολιάζουσαι τὴν συνάντησιν τῶν ἀντιπροσώπων τῆς Ἰταλίας μετὰ τῶν ἄλλων Συμμάχων, διατείνονται ὅτι ἡ λύσις τῶν ζητημάτων δὲν θὰ βραδύνῃ. Τὸ Ἰταλικὸν ζήτημα θεωρεῖται ὡς εὑρισκόμενον εἰς κρίσιμον στάδιον. [1066,645,1308,763]
divider [62,1104,314,1105]
article-text: Ὁ πρῴην ἀνώτερος υπάλληλος τῆς Νομαρχίας Ἀττικῆς, καταδικασθεὶς ὑπὸ τοῦ Στρατοδικείου διὰ διαφόρους καταχρήσεις, ἐκτίει ἤδη τὴν ποινήν του. Ἡ δίκη ἐπροκάλεσε μέγα ἐνδιαφέρον. [574,1658,746,1776]
ad-text: Πωλεῖται εἰς τὰ τῶν γνωστῶν φαρμακείων. Παρὰ τῷ κ. Μαυρῷ, Ἑρμοῦ 178. [756,1496,1054,1524]
section-subheading: Η ΑΠΟΔΕΙΞΙΣ ΤΟΥ ΒΟΥΛΓΑΡΙΚΟΥ ΕΓΚΛΗΜΑΤΟΣ [1152,470,1474,488]
